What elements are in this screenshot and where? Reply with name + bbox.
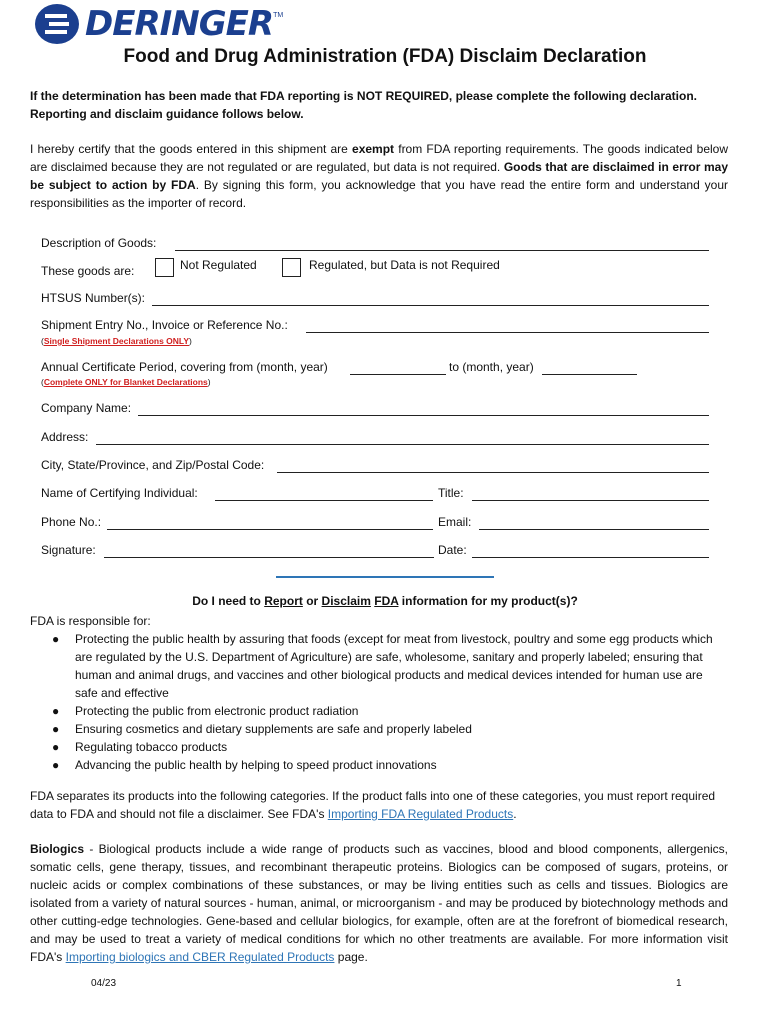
bullet-icon: ● (52, 758, 60, 772)
phone-label: Phone No.: (41, 515, 102, 529)
shipment-note: (Single Shipment Declarations ONLY) (41, 336, 192, 346)
page-number: 1 (676, 978, 682, 989)
not-regulated-checkbox[interactable] (155, 258, 174, 277)
regulated-no-data-checkbox[interactable] (282, 258, 301, 277)
description-label: Description of Goods: (41, 236, 157, 250)
logo-trademark: TM (273, 12, 284, 19)
company-label: Company Name: (41, 401, 132, 415)
certifier-input[interactable] (215, 500, 433, 501)
logo-wordmark: DERINGER (85, 4, 274, 44)
annual-from-label: Annual Certificate Period, covering from (month, year) (41, 360, 328, 374)
email-input[interactable] (479, 529, 709, 530)
list-item: ● Protecting the public from electronic product radiation (52, 704, 359, 718)
list-item: ● Ensuring cosmetics and dietary supplements are safe and properly labeled (52, 722, 472, 736)
goods-are-label: These goods are: (41, 264, 135, 278)
bullet-icon: ● (52, 740, 60, 754)
list-item: ● Protecting the public health by assuring that foods (except for meat from livestock, poultry and some egg products which are regulated by the U.S. Department of Agriculture) are safe, wholesome, sanitary and properly labeled; ensuring that human and animal drugs, and vaccines and other biological products and medical devices intended for human use are safe and effective (52, 632, 713, 700)
date-input[interactable] (472, 557, 709, 558)
certification-paragraph: I hereby certify that the goods entered in this shipment are exempt from FDA reporting requirements. The goods indicated below are disclaimed because they are not regulated or are regulated, but data is not required. Goods that are disclaimed in error may be subject to action by FDA. By signing this form, you acknowledge that you have read the entire form and understand your responsibilities as the importer of record. (30, 142, 729, 210)
footer-date: 04/23 (91, 978, 117, 989)
email-label: Email: (438, 515, 472, 529)
description-input[interactable] (175, 250, 709, 251)
address-label: Address: (41, 430, 89, 444)
phone-input[interactable] (107, 529, 433, 530)
list-item: ● Advancing the public health by helping to speed product innovations (52, 758, 437, 772)
annual-to-input[interactable] (542, 374, 637, 375)
intro-instructions: If the determination has been made that FDA reporting is NOT REQUIRED, please complete the following declaration. Reporting and disclaim guidance follows below. (30, 89, 697, 121)
biologics-paragraph: Biologics - Biological products include a wide range of products such as vaccines, blood and blood components, allergenics, somatic cells, gene therapy, tissues, and recombinant therapeutic proteins. Biologics can be composed of sugars, proteins, or nucleic acids or complex combinations of these substances, or may be living entities such as cells and tissues. Biologics are isolated from a variety of natural sources - human, animal, or microorganism - and may be produced by biotechnology methods and other cutting-edge technologies. Gene-based and cellular biologics, for example, often are at the forefront of biomedical research, and may be used to treat a variety of medical conditions for which no other treatments are available. For more information visit FDA's Importing biologics and CBER Regulated Products page. (30, 842, 728, 964)
address-input[interactable] (96, 444, 709, 445)
section-divider (276, 576, 494, 578)
city-input[interactable] (277, 472, 709, 473)
certifier-label: Name of Certifying Individual: (41, 486, 198, 500)
annual-from-input[interactable] (350, 374, 446, 375)
categories-paragraph: FDA separates its products into the following categories. If the product falls into one of these categories, you must report required data to FDA and should not file a disclaimer. See FDA's Importing FDA Regulated Products. (30, 789, 716, 821)
city-label: City, State/Province, and Zip/Postal Code: (41, 458, 265, 472)
title-label: Title: (438, 486, 464, 500)
section-question: Do I need to Report or Disclaim FDA information for my product(s)? (192, 594, 578, 608)
title-input[interactable] (472, 500, 709, 501)
responsibility-list (30, 630, 728, 774)
not-regulated-label: Not Regulated (180, 258, 257, 272)
importing-fda-products-link[interactable]: Importing FDA Regulated Products (327, 807, 514, 821)
date-label: Date: (438, 543, 467, 557)
htsus-input[interactable] (152, 305, 709, 306)
deringer-logo-icon (33, 2, 81, 46)
company-input[interactable] (138, 415, 709, 416)
htsus-label: HTSUS Number(s): (41, 291, 146, 305)
signature-label: Signature: (41, 543, 96, 557)
bullet-icon: ● (52, 704, 60, 718)
shipment-input[interactable] (306, 332, 709, 333)
page-title: Food and Drug Administration (FDA) Disclaim Declaration (123, 46, 647, 67)
list-item: ● Regulating tobacco products (52, 740, 228, 754)
biologics-heading: Biologics (30, 842, 85, 856)
deringer-logo (33, 2, 283, 46)
bullet-icon: ● (52, 722, 60, 736)
responsibility-section (30, 612, 728, 774)
signature-input[interactable] (104, 557, 434, 558)
annual-to-label: to (month, year) (449, 360, 534, 374)
importing-biologics-link[interactable]: Importing biologics and CBER Regulated Products (65, 950, 335, 964)
shipment-label: Shipment Entry No., Invoice or Reference No.: (41, 318, 288, 332)
regulated-no-data-label: Regulated, but Data is not Required (309, 258, 500, 272)
annual-note: (Complete ONLY for Blanket Declarations) (41, 377, 211, 387)
bullet-icon: ● (52, 632, 60, 646)
responsible-intro: FDA is responsible for: (30, 614, 151, 628)
